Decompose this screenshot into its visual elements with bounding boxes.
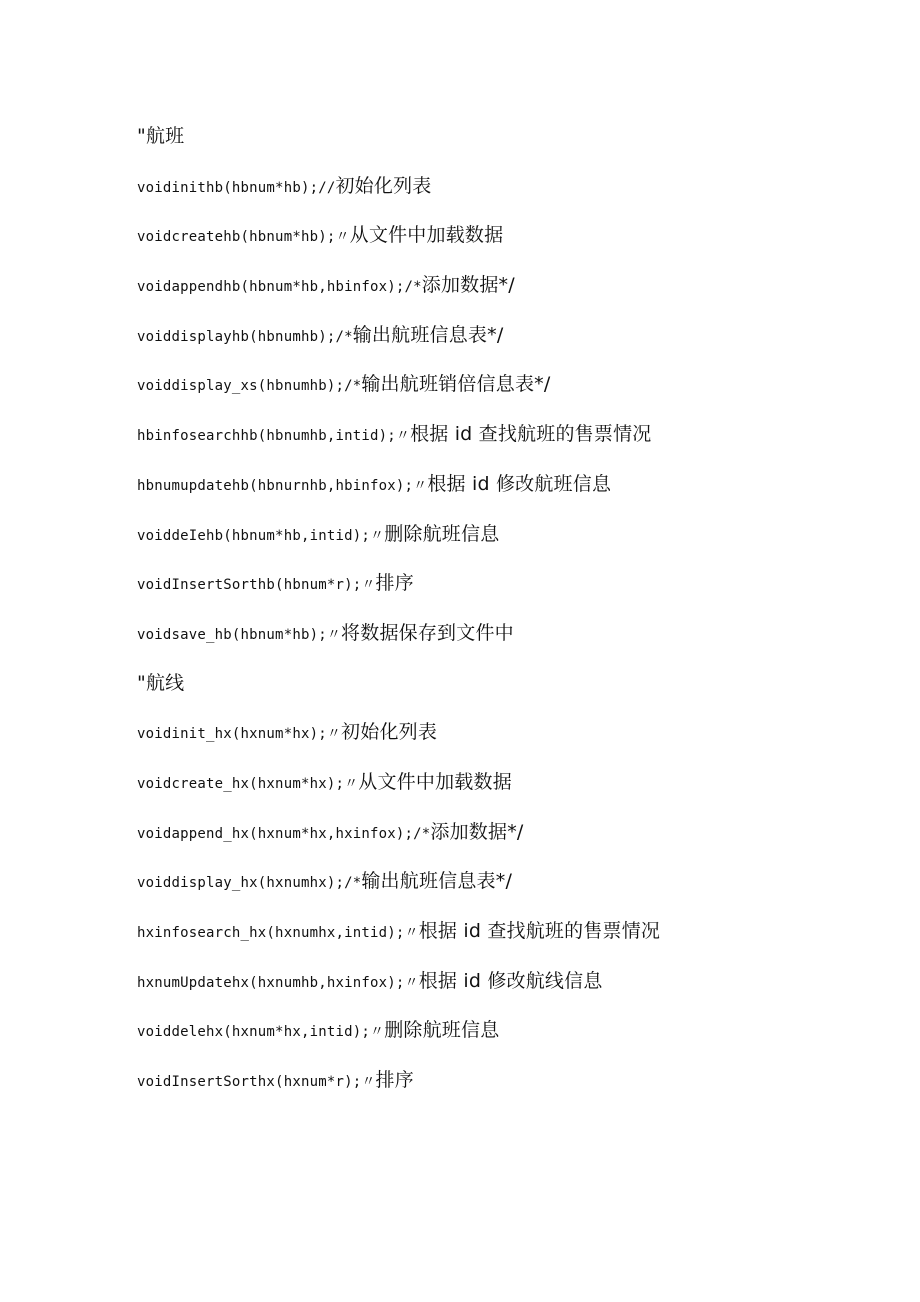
code-text: voidInsertSorthb(hbnum*r);〃 (137, 577, 376, 594)
comment-text: 初始化列表 (335, 174, 432, 197)
code-line (137, 366, 897, 416)
comment-text: 从文件中加载数据 (358, 770, 512, 793)
code-line (137, 516, 897, 566)
code-text: voiddelehx(hxnum*hx,intid);〃 (137, 1024, 385, 1041)
code-line (137, 814, 897, 864)
code-text: voiddeIehb(hbnum*hb,intid);〃 (137, 527, 385, 544)
code-line (137, 764, 897, 814)
code-line (137, 913, 897, 963)
comment-text: 根据 id 修改航线信息 (418, 969, 603, 992)
code-text: voidappend_hx(hxnum*hx,hxinfox);/* (137, 825, 431, 842)
comment-text: 输出航班信息表*/ (361, 870, 513, 893)
code-line (137, 1012, 897, 1062)
code-line (137, 416, 897, 466)
code-line (137, 466, 897, 516)
code-line (137, 714, 897, 764)
comment-text: 排序 (375, 572, 414, 595)
code-line (137, 317, 897, 367)
code-line (137, 267, 897, 317)
comment-text: 排序 (375, 1069, 414, 1092)
comment-text: 删除航班信息 (384, 1019, 500, 1042)
code-text: voidsave_hb(hbnum*hb);〃 (137, 626, 342, 643)
code-text: voiddisplay_xs(hbnumhb);/* (137, 378, 362, 395)
code-text: voidappendhb(hbnum*hb,hbinfox);/* (137, 279, 422, 296)
code-line (137, 863, 897, 913)
code-line (137, 168, 897, 218)
code-text: voidInsertSorthx(hxnum*r);〃 (137, 1074, 376, 1091)
comment-text: 输出航班信息表*/ (352, 323, 504, 346)
comment-text: 根据 id 查找航班的售票情况 (410, 423, 652, 446)
code-line (137, 217, 897, 267)
code-line (137, 615, 897, 665)
code-text: hxinfosearch_hx(hxnumhx,intid);〃 (137, 925, 419, 941)
document-body (137, 118, 897, 1112)
code-line (137, 565, 897, 615)
comment-text: 删除航班信息 (384, 522, 500, 545)
code-line (137, 1062, 897, 1112)
comment-text: 将数据保存到文件中 (341, 621, 514, 644)
comment-text: 从文件中加载数据 (349, 224, 504, 247)
code-text: voiddisplayhb(hbnumhb);/* (137, 328, 353, 345)
code-text: hxnumUpdatehx(hxnumhb,hxinfox);〃 (137, 974, 419, 991)
code-text: voidcreate_hx(hxnum*hx);〃 (137, 775, 359, 792)
section-heading-routes: "航线 (137, 671, 185, 694)
section-heading-flights: "航班 (137, 125, 185, 147)
comment-text: 根据 id 查找航班的售票情况 (418, 920, 661, 942)
comment-text: 根据 id 修改航班信息 (427, 472, 612, 495)
code-text: voidinithb(hbnum*hb);// (137, 179, 336, 196)
code-text: hbinfosearchhb(hbnumhb,intid);〃 (137, 428, 411, 445)
comment-text: 输出航班销倍信息表*/ (361, 373, 551, 396)
comment-text: 添加数据*/ (421, 274, 515, 297)
code-text: voiddisplay_hx(hxnumhx);/* (137, 875, 362, 892)
comment-text: 添加数据*/ (430, 820, 524, 843)
code-text: hbnumupdatehb(hbnurnhb,hbinfox);〃 (137, 477, 428, 494)
code-line (137, 963, 897, 1013)
code-text: voidinit_hx(hxnum*hx);〃 (137, 726, 342, 743)
code-text: voidcreatehb(hbnum*hb);〃 (137, 229, 350, 246)
comment-text: 初始化列表 (341, 721, 438, 744)
